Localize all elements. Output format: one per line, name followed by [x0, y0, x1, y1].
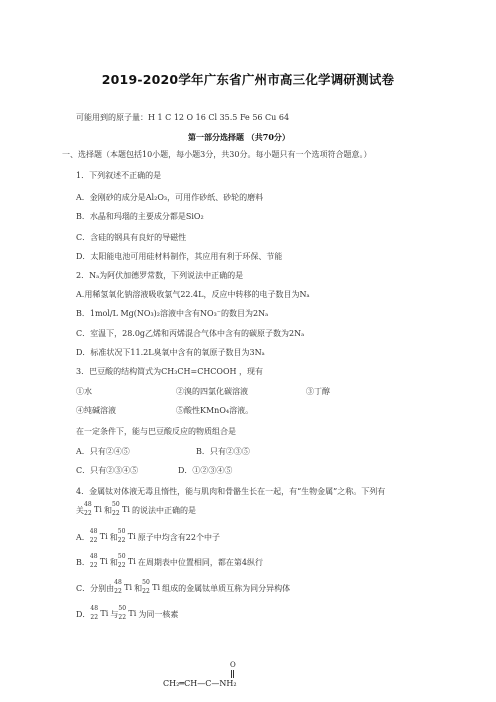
q4-option-c: C．分别由 48 22 Ti 和 50 22 Ti 组成的金属钛单质互称为同分异构体 [76, 579, 291, 595]
q4-stem-pre: 关 [76, 506, 84, 515]
nuclide-ti50: 50 22 Ti [112, 501, 130, 517]
q3-stem: 3．巴豆酸的结构简式为CH₃CH=CHCOOH ，现有 [76, 367, 264, 376]
q3-reagent-5: ⑤酸性KMnO₄溶液。 [176, 406, 254, 415]
q1-option-c: C．含硅的钢具有良好的导磁性 [76, 233, 187, 242]
q3-option-b: B．只有②③⑤ [196, 447, 250, 456]
q1-option-d: D．太阳能电池可用硅材料制作，其应用有利于环保、节能 [76, 252, 283, 261]
formula-text: CH₂═CH—C—NH₂ [163, 679, 237, 688]
q1-stem: 1．下列叙述不正确的是 [76, 171, 162, 180]
q3-reagent-2: ②溴的四氯化碳溶液 [176, 387, 248, 396]
q2-option-b: B．1mol/L Mg(NO₃)₂溶液中含有NO₃⁻的数目为2Nₐ [76, 309, 269, 318]
structure-formula [163, 660, 283, 700]
nuclide-ti48: 48 22 Ti [84, 501, 102, 517]
carbonyl-oxygen: O [230, 661, 236, 669]
q2-option-a: A.用稀氢氧化钠溶液吸收氯气22.4L，反应中转移的电子数目为Nₐ [76, 290, 310, 299]
q2-option-d: D．标准状况下11.2L臭氧中含有的氧原子数目为3Nₐ [76, 348, 265, 357]
q1-option-a: A．金刚砂的成分是Al₂O₃，可用作砂纸、砂轮的磨料 [76, 193, 264, 202]
double-bond-mark [231, 670, 234, 678]
page-title: 2019-2020学年广东省广州市高三化学调研测试卷 [101, 72, 395, 87]
atomic-masses: 可能用到的原子量：H 1 C 12 O 16 Cl 35.5 Fe 56 Cu 64 [76, 113, 290, 122]
q4-option-b: B． 48 22 Ti 和 50 22 Ti 在周期表中位置相同，都在第4纵行 [76, 553, 263, 569]
q3-reagent-1: ①水 [76, 387, 92, 396]
section1-intro: 一、选择题（本题包括10小题，每小题3分，共30分。每小题只有一个选项符合题意。） [62, 150, 372, 159]
q4-option-a: A． 48 22 Ti 和 50 22 Ti 原子中均含有22个中子 [76, 528, 220, 544]
q4-option-d: D． 48 22 Ti 与 50 22 Ti 为同一核素 [76, 605, 179, 621]
q3-reagent-4: ④纯碱溶液 [76, 406, 116, 415]
q2-option-c: C．室温下，28.0g乙烯和丙烯混合气体中含有的碳原子数为2Nₐ [76, 329, 305, 338]
q3-question: 在一定条件下，能与巴豆酸反应的物质组合是 [76, 427, 236, 436]
part1-title: 第一部分选择题 （共70分） [188, 132, 290, 142]
q3-option-c: C．只有②③④⑤ [76, 466, 139, 475]
q4-stem: 4．金属钛对体液无毒且惰性，能与肌肉和骨骼生长在一起，有“生物金属”之称。下列有 [76, 487, 386, 496]
q4-stem-line2: 关 48 22 Ti 和 50 22 Ti 的说法中正确的是 [76, 501, 196, 517]
q2-stem: 2．Nₐ为阿伏加德罗常数，下列说法中正确的是 [76, 271, 244, 280]
q3-option-a: A．只有②④⑤ [76, 447, 130, 456]
q3-option-d: D．①②③④⑤ [178, 466, 233, 475]
q1-option-b: B．水晶和玛瑙的主要成分都是SiO₂ [76, 212, 204, 221]
q3-reagent-3: ③丁醇 [306, 387, 330, 396]
